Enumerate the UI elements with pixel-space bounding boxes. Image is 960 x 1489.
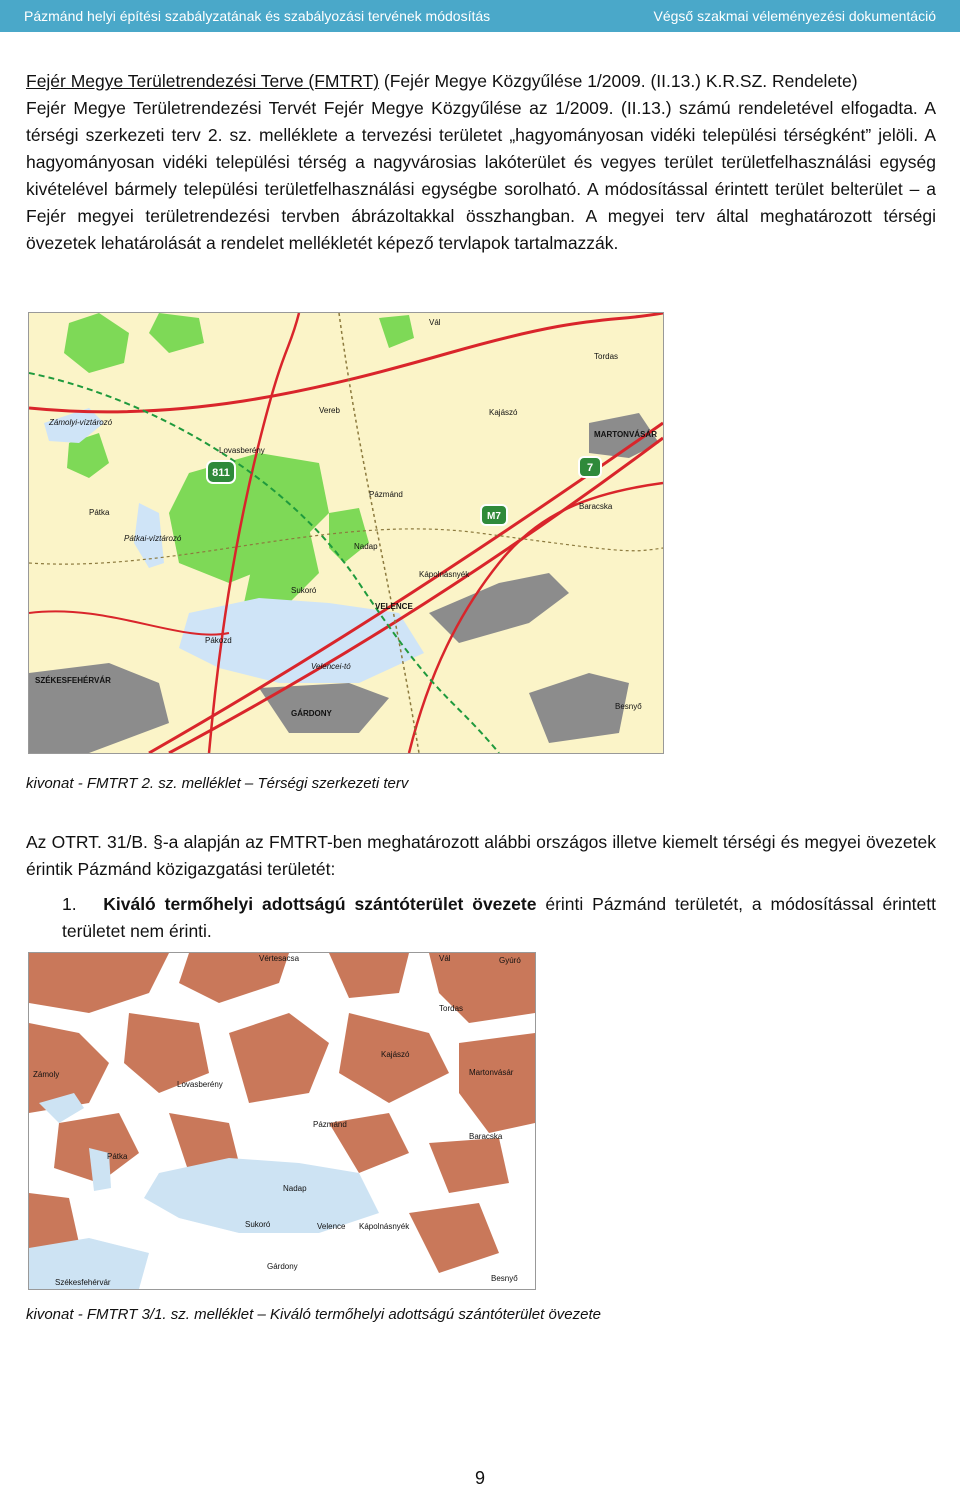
- map2-label-zamoly: Zámoly: [33, 1070, 60, 1079]
- map1-label-lovasbereny: Lovasberény: [219, 446, 265, 455]
- road-7-shield: [579, 457, 601, 477]
- map2-label-vertesacsa: Vértesacsa: [259, 954, 300, 963]
- map1-label-kajaszo: Kajászó: [489, 408, 518, 417]
- map2-label-gyuro: Gyúró: [499, 956, 521, 965]
- map1-caption: kivonat - FMTRT 2. sz. melléklet – Térségi szerkezeti terv: [26, 775, 409, 792]
- road-811-label: 811: [212, 467, 230, 479]
- map2-label-baracska: Baracska: [469, 1132, 503, 1141]
- header-right-title: Végső szakmai véleményezési dokumentáció: [653, 8, 936, 24]
- map2-label-nadap: Nadap: [283, 1184, 307, 1193]
- map1-label-patka: Pátka: [89, 508, 110, 517]
- intro-title-rest: (Fejér Megye Közgyűlése 1/2009. (II.13.) K.R.SZ. Rendelete): [379, 71, 858, 91]
- map2-label-patka: Pátka: [107, 1152, 128, 1161]
- arable-land-map: [28, 952, 536, 1290]
- map2-label-val: Vál: [439, 954, 451, 963]
- road-811-shield: [207, 461, 235, 483]
- map2-label-gardony: Gárdony: [267, 1262, 298, 1271]
- road-7-label: 7: [586, 462, 594, 474]
- intro-paragraph: [26, 68, 936, 257]
- map1-label-kapolnasnyek: Kápolnásnyék: [419, 570, 470, 579]
- arable-land-map-graphic: [29, 953, 535, 1289]
- list-item: [62, 891, 936, 945]
- list-item-rest: érinti Pázmánd területét, a módosítással érintett területet nem érinti.: [62, 894, 936, 941]
- section-text: Az OTRT. 31/B. §-a alapján az FMTRT-ben meghatározott alábbi országos illetve kiemelt térségi és megyei övezetek érintik Pázmánd közigazgatási területét:: [26, 832, 936, 879]
- map1-label-baracska: Baracska: [579, 502, 613, 511]
- map1-label-pazmand: Pázmánd: [369, 490, 403, 499]
- map1-label-val: Vál: [429, 318, 441, 327]
- map1-label-velence: VELENCE: [375, 602, 413, 611]
- map1-label-nadap: Nadap: [354, 542, 378, 551]
- map2-label-pazmand: Pázmánd: [313, 1120, 347, 1129]
- map1-label-martonvasar: MARTONVÁSÁR: [594, 430, 657, 439]
- map2-label-velence: Velence: [317, 1222, 346, 1231]
- header-left-title: Pázmánd helyi építési szabályzatának és szabályozási tervének módosítás: [24, 8, 491, 24]
- map1-label-tordas: Tordas: [594, 352, 619, 361]
- map1-label-szekesfehervar: SZÉKESFEHÉRVÁR: [35, 676, 111, 685]
- map2-label-sukoro: Sukoró: [245, 1220, 271, 1229]
- map1-label-besnyo: Besnyő: [615, 702, 642, 711]
- road-m7-shield: [481, 505, 507, 525]
- map2-label-kajaszo: Kajászó: [381, 1050, 410, 1059]
- map2-caption: kivonat - FMTRT 3/1. sz. melléklet – Kiváló termőhelyi adottságú szántóterület övezete: [26, 1306, 601, 1323]
- map1-label-gardony: GÁRDONY: [291, 709, 332, 718]
- map1-label-zamoly-tarozo: Zámolyi-víztározó: [49, 418, 113, 427]
- list-item-bold: Kiváló termőhelyi adottságú szántóterület övezete: [103, 894, 537, 914]
- map2-label-martonvasar: Martonvásár: [469, 1068, 514, 1077]
- road-m7-label: M7: [487, 511, 501, 522]
- list-item-number: 1.: [62, 894, 77, 914]
- structural-plan-map-graphic: [29, 313, 663, 753]
- intro-body: Fejér Megye Területrendezési Tervét Fejér Megye Közgyűlése az 1/2009. (II.13.) számú rendeletével elfogadta. A térségi szerkezeti terv 2. sz. melléklete a tervezési területet „hagyományosan vidéki települési térségként” jelöli. A hagyományosan vidéki települési térség a nagyvárosias lakóterület és vegyes terület területfelhasználási egység kivételével bármely települési területfelhasználási egységbe sorolható. A módosítással érintett terület belterület – a Fejér megyei területrendezési tervben ábrázoltakkal összhangban. A megyei terv által meghatározott térségi övezetek lehatárolását a rendelet mellékletét képező tervlapok tartalmazzák.: [26, 98, 936, 253]
- structural-plan-map: [28, 312, 664, 754]
- map2-label-lovasbereny: Lovasberény: [177, 1080, 223, 1089]
- intro-title: Fejér Megye Területrendezési Terve (FMTRT): [26, 71, 380, 91]
- map2-label-szekesfehervar: Székesfehérvár: [55, 1278, 111, 1287]
- map1-label-sukoro: Sukoró: [291, 586, 317, 595]
- page-number: 9: [474, 1468, 485, 1488]
- map2-label-tordas: Tordas: [439, 1004, 464, 1013]
- page-header: [0, 0, 960, 32]
- map2-label-besnyo: Besnyő: [491, 1274, 518, 1283]
- map1-label-patkai-tarozo: Pátkai-víztározó: [124, 534, 182, 543]
- map1-label-velencei-to: Velencei-tó: [311, 662, 351, 671]
- map1-label-vereb: Vereb: [319, 406, 340, 415]
- section-paragraph: [26, 829, 936, 883]
- map2-label-kapolnasnyek: Kápolnásnyék: [359, 1222, 410, 1231]
- map1-label-pakozd: Pákozd: [205, 636, 232, 645]
